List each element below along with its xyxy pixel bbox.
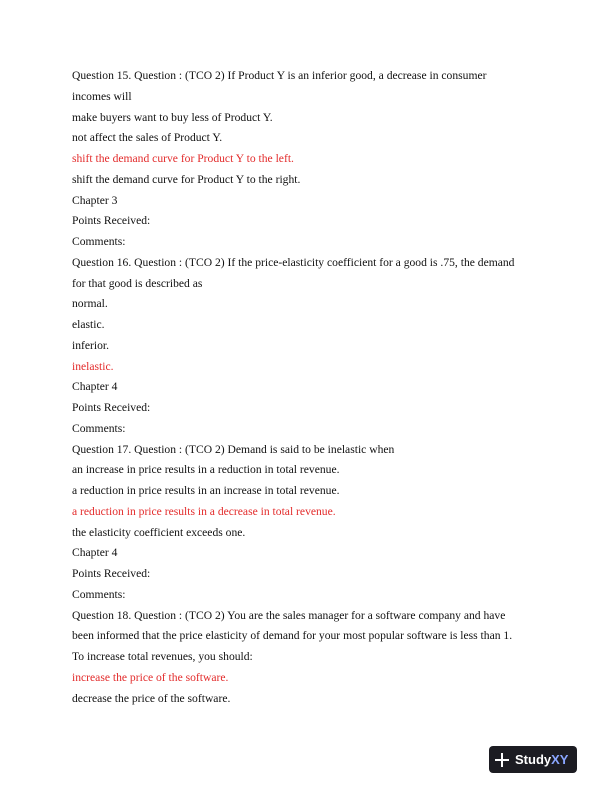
text-line: Question 18. Question : (TCO 2) You are the sales manager for a software company and have bbox=[72, 608, 506, 622]
document-body bbox=[72, 66, 542, 709]
text-line: incomes will bbox=[72, 89, 132, 103]
text-line: for that good is described as bbox=[72, 276, 203, 290]
text-line: Points Received: bbox=[72, 567, 151, 580]
text-line: an increase in price results in a reduction in total revenue. bbox=[72, 463, 340, 477]
answer-line: shift the demand curve for Product Y to the left. bbox=[72, 152, 294, 165]
text-line: Question 17. Question : (TCO 2) Demand is said to be inelastic when bbox=[72, 442, 395, 456]
text-line: a reduction in price results in an increase in total revenue. bbox=[72, 484, 340, 497]
text-line: elastic. bbox=[72, 318, 105, 331]
text-line: shift the demand curve for Product Y to the right. bbox=[72, 172, 301, 186]
text-line: not affect the sales of Product Y. bbox=[72, 131, 223, 145]
text-line: Question 15. Question : (TCO 2) If Product Y is an inferior good, a decrease in consumer bbox=[72, 69, 487, 82]
text-line: Chapter 4 bbox=[72, 380, 118, 394]
text-line: Points Received: bbox=[72, 401, 151, 414]
text-line: To increase total revenues, you should: bbox=[72, 650, 253, 663]
studyxy-badge[interactable] bbox=[489, 746, 577, 773]
plus-icon bbox=[495, 753, 509, 767]
text-line: Chapter 4 bbox=[72, 546, 118, 560]
text-line: normal. bbox=[72, 297, 108, 311]
brand-main: Study bbox=[515, 752, 552, 767]
text-line: Comments: bbox=[72, 421, 126, 435]
text-line: been informed that the price elasticity of demand for your most popular software is less than 1. bbox=[72, 629, 513, 643]
text-line: Chapter 3 bbox=[72, 193, 118, 207]
answer-line: a reduction in price results in a decrease in total revenue. bbox=[72, 504, 336, 518]
brand-accent: XY bbox=[551, 752, 569, 767]
text-line: Comments: bbox=[72, 235, 126, 248]
text-line: Comments: bbox=[72, 587, 126, 601]
text-line: make buyers want to buy less of Product Y. bbox=[72, 110, 273, 124]
text-line: the elasticity coefficient exceeds one. bbox=[72, 525, 246, 539]
text-line: inferior. bbox=[72, 338, 110, 352]
text-line: decrease the price of the software. bbox=[72, 691, 231, 705]
answer-line: inelastic. bbox=[72, 359, 114, 373]
text-line: Points Received: bbox=[72, 214, 151, 228]
brand-logo bbox=[515, 752, 568, 767]
text-line: Question 16. Question : (TCO 2) If the price-elasticity coefficient for a good is .75, the demand bbox=[72, 255, 515, 269]
answer-line: increase the price of the software. bbox=[72, 670, 229, 684]
